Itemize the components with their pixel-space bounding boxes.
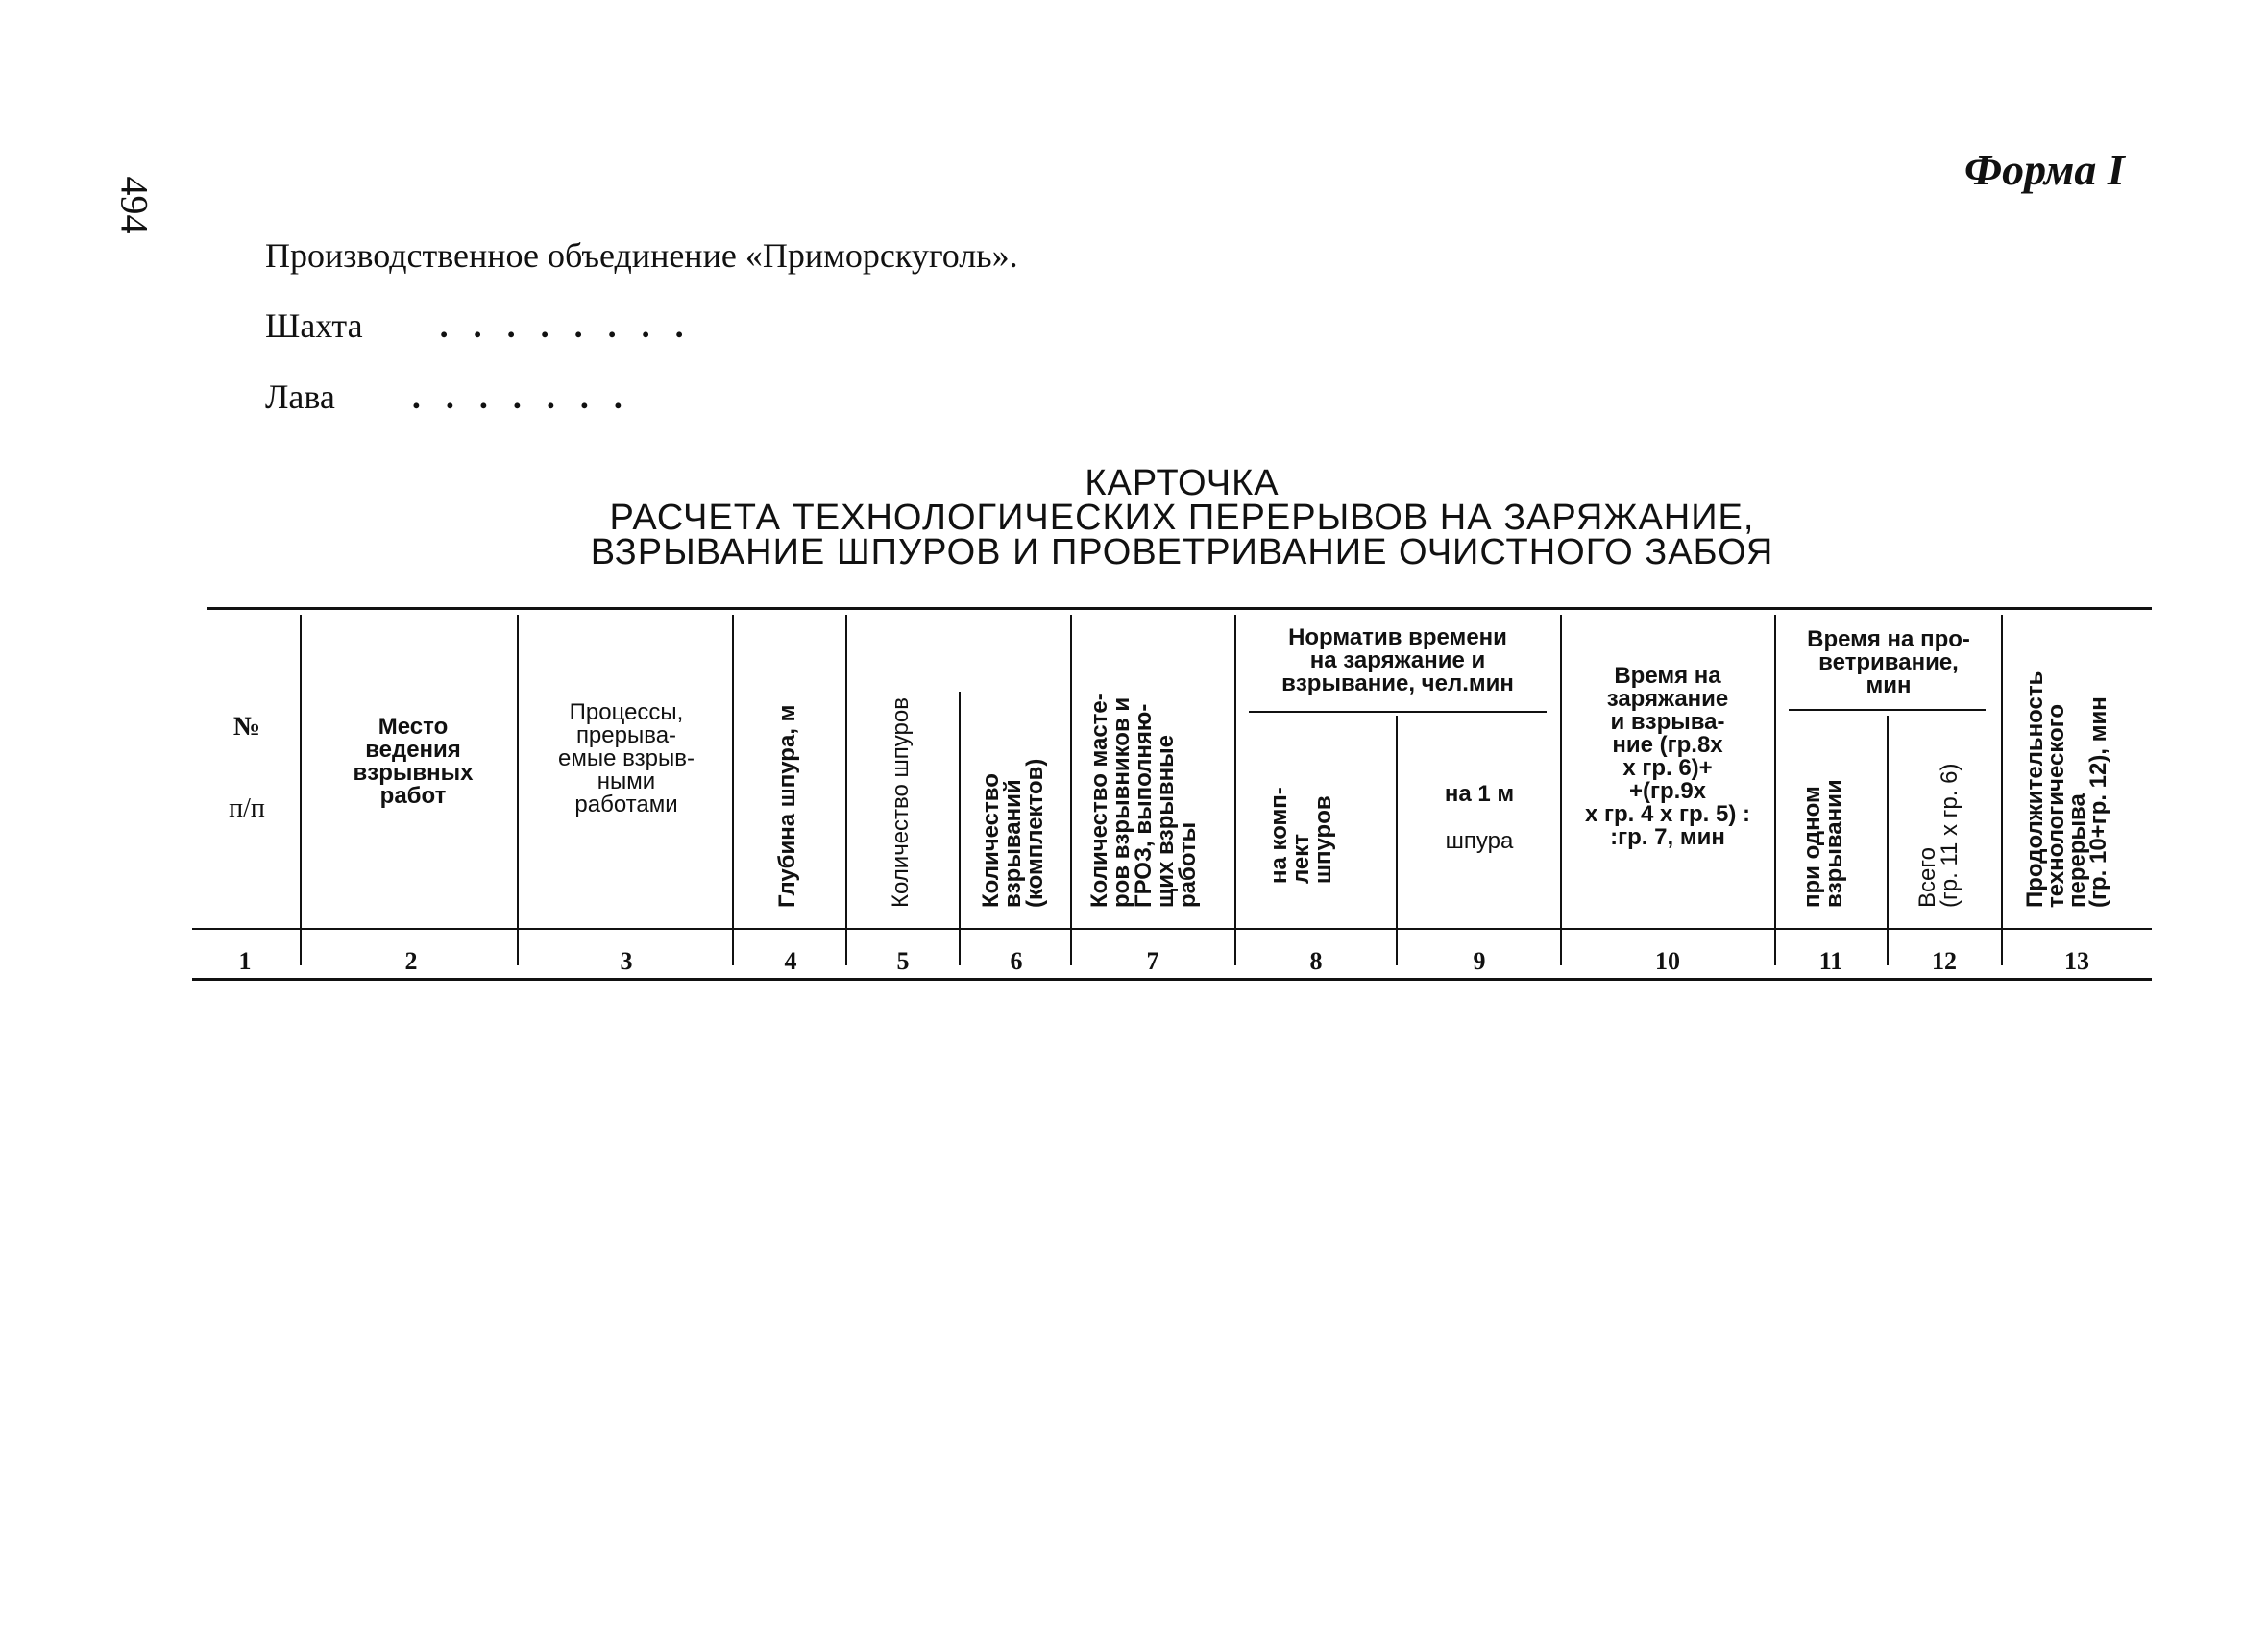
col-12-header: Всего (гр. 11 х гр. 6) [1914, 763, 1963, 908]
column-number: 11 [1818, 947, 1843, 975]
table-bottom-rule [192, 978, 2152, 981]
col-5-header: Количество шпуров [888, 697, 914, 908]
col-sep-5 [959, 692, 961, 965]
column-number: 2 [404, 947, 418, 975]
column-number: 12 [1932, 947, 1957, 975]
column-number: 9 [1473, 947, 1486, 975]
column-number: 7 [1146, 947, 1159, 975]
column-number: 3 [620, 947, 633, 975]
col-sep-1 [300, 615, 302, 965]
col-8-header: на комп- лект шпуров [1266, 787, 1336, 884]
field-longwall-label: Лава [265, 378, 335, 416]
group-11-12-header: Время на про- ветривание, мин [1807, 626, 1970, 698]
page-number: 494 [112, 176, 157, 234]
column-number: 8 [1309, 947, 1323, 975]
field-mine-label: Шахта [265, 306, 363, 345]
col-4-header: Глубина шпура, м [774, 704, 800, 908]
form-label: Форма I [1964, 145, 2125, 194]
group-11-12-underline [1789, 709, 1986, 711]
col-6-header: Количество взрываний (комплектов) [978, 758, 1048, 908]
col-sep-11 [1887, 716, 1889, 965]
field-longwall-dots: ....... [411, 378, 647, 416]
col-sep-2 [517, 615, 519, 965]
col-sep-10 [1774, 615, 1776, 965]
col-7-header: Количество масте- ров взрывников и ГРОЗ, выполняю- щих взрывные работы [1086, 693, 1201, 908]
col-sep-8 [1396, 716, 1398, 965]
column-number: 13 [2064, 947, 2089, 975]
col-9-header-b: шпура [1445, 828, 1514, 854]
title-line-1: КАРТОЧКА [1085, 463, 1280, 503]
table-top-rule [207, 607, 2152, 610]
column-number: 5 [896, 947, 910, 975]
col-1-header-pp: п/п [229, 793, 265, 823]
column-number: 1 [238, 947, 252, 975]
column-number: 10 [1655, 947, 1680, 975]
col-1-header-no: № [232, 712, 261, 742]
col-10-header: Время на заряжание и взрыва- ние (гр.8х х гр. 6)+ +(гр.9х х гр. 4 х гр. 5) : :гр. 7, мин [1584, 663, 1751, 850]
col-9-header-a: на 1 м [1444, 781, 1515, 807]
title-line-2: РАСЧЕТА ТЕХНОЛОГИЧЕСКИХ ПЕРЕРЫВОВ НА ЗАРЯЖАНИЕ, [609, 498, 1755, 538]
col-2-header: Место ведения взрывных работ [353, 714, 474, 809]
title-line-3: ВЗРЫВАНИЕ ШПУРОВ И ПРОВЕТРИВАНИЕ ОЧИСТНОГО ЗАБОЯ [590, 532, 1774, 573]
col-sep-4 [845, 615, 847, 965]
col-3-header: Процессы, прерыва- емые взрыв- ными работами [558, 699, 695, 817]
group-8-9-header: Норматив времени на заряжание и взрывание, чел.мин [1281, 624, 1514, 696]
col-13-header: Продолжительность технологического перерыва (гр. 10+гр. 12), мин [2022, 670, 2111, 908]
col-11-header: при одном взрывании [1799, 779, 1847, 908]
col-sep-9 [1560, 615, 1562, 965]
column-number: 4 [784, 947, 797, 975]
field-longwall [265, 377, 647, 417]
column-number: 6 [1010, 947, 1023, 975]
col-sep-12 [2001, 615, 2003, 965]
field-mine-dots: ........ [439, 306, 709, 345]
group-8-9-underline [1249, 711, 1547, 713]
organization-line: Производственное объединение «Приморскуголь». [265, 236, 1018, 275]
col-sep-3 [732, 615, 734, 965]
col-sep-7 [1234, 615, 1236, 965]
field-mine [265, 305, 709, 346]
table-header-bottom-rule [192, 928, 2152, 930]
col-sep-6 [1070, 615, 1072, 965]
